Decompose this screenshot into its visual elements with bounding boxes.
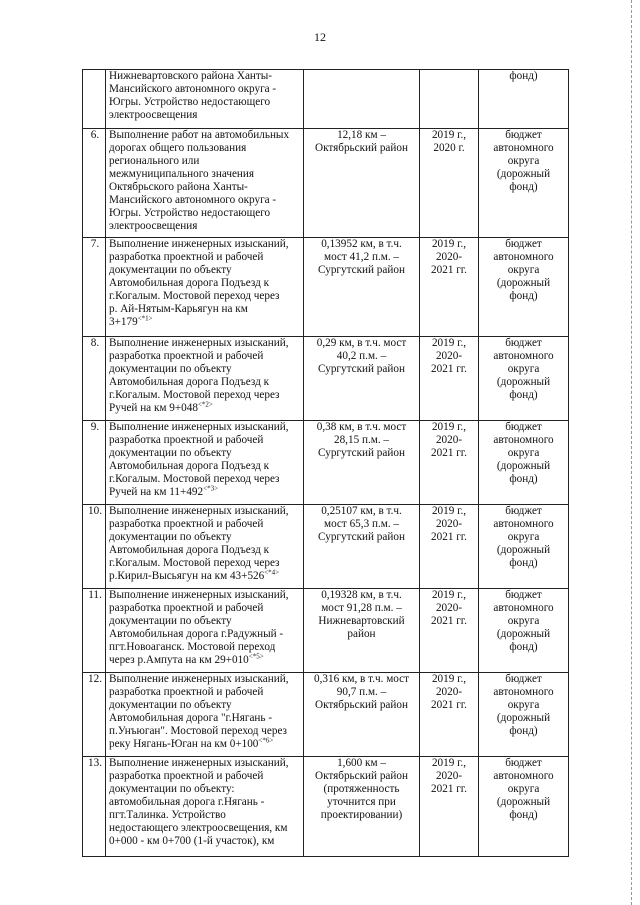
row-number-cell (83, 421, 106, 505)
row-number-cell (83, 337, 106, 421)
table-row (83, 238, 569, 337)
period-cell-text: 2019 г., 2020- 2021 гг. (431, 589, 467, 627)
row-number-cell-text: 9. (90, 421, 100, 433)
description-cell-text: Выполнение инженерных изысканий, разработка проектной и рабочей документации по объекту Автомобильная дорога "г.Нягань - п.Унъюган". Мостовой переход через реку Нягань-Юган на км 0+100 (109, 673, 289, 750)
funding-source-cell (479, 129, 569, 238)
period-cell-text: 2019 г., 2020- 2021 гг. (431, 421, 467, 459)
length-cell (304, 757, 420, 857)
table-row (83, 757, 569, 857)
length-cell (304, 505, 420, 589)
period-cell (420, 238, 479, 337)
length-cell-text: 0,25107 км, в т.ч. мост 65,3 п.м. – Сургутский район (318, 505, 405, 543)
footnote-marker: <*5> (248, 652, 264, 661)
funding-source-cell-text: бюджет автономного округа (дорожный фонд) (493, 589, 554, 653)
funding-source-cell-text: бюджет автономного округа (дорожный фонд) (493, 337, 554, 401)
period-cell (420, 70, 479, 129)
length-cell-text: 0,13952 км, в т.ч. мост 41,2 п.м. – Сургутский район (318, 238, 405, 276)
funding-source-cell (479, 505, 569, 589)
row-number-cell (83, 589, 106, 673)
works-table-body (83, 70, 569, 857)
description-cell (106, 505, 304, 589)
description-cell-text: Выполнение инженерных изысканий, разработка проектной и рабочей документации по объекту Автомобильная дорога Подъезд к г.Когалым. Мостовой переход через Ручей на км 11+492 (109, 421, 289, 498)
funding-source-cell (479, 337, 569, 421)
description-cell (106, 70, 304, 129)
description-cell (106, 589, 304, 673)
table-row (83, 505, 569, 589)
period-cell-text: 2019 г., 2020- 2021 гг. (431, 757, 467, 795)
row-number-cell-text: 11. (88, 589, 102, 601)
funding-source-cell (479, 673, 569, 757)
description-cell-text: Выполнение инженерных изысканий, разработка проектной и рабочей документации по объекту Автомобильная дорога Подъезд к г.Когалым. Мостовой переход через Ручей на км 9+048 (109, 337, 289, 414)
description-cell (106, 129, 304, 238)
length-cell (304, 421, 420, 505)
description-cell (106, 673, 304, 757)
table-row (83, 337, 569, 421)
period-cell (420, 589, 479, 673)
description-cell-text: Выполнение инженерных изысканий, разработка проектной и рабочей документации по объекту Автомобильная дорога Подъезд к г.Когалым. Мостовой переход через р. Ай-Нятым-Карьягун на км 3+179 (109, 238, 289, 328)
funding-source-cell (479, 421, 569, 505)
period-cell-text: 2019 г., 2020- 2021 гг. (431, 238, 467, 276)
footnote-marker: <*2> (197, 400, 213, 409)
row-number-cell (83, 757, 106, 857)
period-cell (420, 673, 479, 757)
length-cell (304, 589, 420, 673)
funding-source-cell (479, 238, 569, 337)
description-cell-text: Нижневартовского района Ханты- Мансийского автономного округа - Югры. Устройство недостающего электроосвещения (109, 70, 277, 121)
funding-source-cell (479, 589, 569, 673)
length-cell-text: 1,600 км – Октябрьский район (протяженность уточнится при проектировании) (315, 757, 408, 821)
row-number-cell-text: 6. (90, 129, 100, 141)
row-number-cell (83, 238, 106, 337)
funding-source-cell-text: бюджет автономного округа (дорожный фонд) (493, 129, 554, 193)
row-number-cell-text: 8. (90, 337, 100, 349)
period-cell-text: 2019 г., 2020- 2021 гг. (431, 673, 467, 711)
funding-source-cell-text: бюджет автономного округа (дорожный фонд) (493, 505, 554, 569)
table-row (83, 70, 569, 129)
length-cell-text: 12,18 км – Октябрьский район (315, 129, 408, 154)
row-number-cell-text: 13. (88, 757, 102, 769)
period-cell (420, 505, 479, 589)
funding-source-cell (479, 70, 569, 129)
description-cell (106, 238, 304, 337)
footnote-marker: <*6> (258, 736, 274, 745)
row-number-cell (83, 129, 106, 238)
table-row (83, 129, 569, 238)
period-cell-text: 2019 г., 2020- 2021 гг. (431, 505, 467, 543)
table-row (83, 421, 569, 505)
description-cell-text: Выполнение работ на автомобильных дорогах общего пользования регионального или межмуниципального значения Октябрьского района Ханты- Мансийского автономного округа - Югры. Устройство недостающего электроосвещения (109, 129, 290, 232)
footnote-marker: <*3> (203, 484, 219, 493)
length-cell (304, 129, 420, 238)
row-number-cell (83, 70, 106, 129)
works-table (82, 69, 569, 857)
table-row (83, 673, 569, 757)
period-cell (420, 129, 479, 238)
length-cell-text: 0,19328 км, в т.ч. мост 91,28 п.м. – Нижневартовский район (318, 589, 405, 640)
row-number-cell-text: 7. (90, 238, 100, 250)
description-cell (106, 757, 304, 857)
length-cell (304, 238, 420, 337)
period-cell (420, 757, 479, 857)
period-cell (420, 337, 479, 421)
description-cell-text: Выполнение инженерных изысканий, разработка проектной и рабочей документации по объекту Автомобильная дорога Подъезд к г.Когалым. Мостовой переход через р.Кирил-Высьягун на км 43+526 (109, 505, 289, 582)
length-cell (304, 673, 420, 757)
length-cell-text: 0,29 км, в т.ч. мост 40,2 п.м. – Сургутский район (316, 337, 407, 375)
description-cell (106, 421, 304, 505)
period-cell (420, 421, 479, 505)
period-cell-text: 2019 г., 2020 г. (431, 129, 467, 154)
funding-source-cell-text: фонд) (509, 70, 538, 82)
length-cell-text: 0,38 км, в т.ч. мост 28,15 п.м. – Сургутский район (316, 421, 407, 459)
length-cell (304, 70, 420, 129)
length-cell-text: 0,316 км, в т.ч. мост 90,7 п.м. – Октябрьский район (313, 673, 410, 711)
page-edge-line (630, 0, 632, 905)
period-cell-text: 2019 г., 2020- 2021 гг. (431, 337, 467, 375)
row-number-cell (83, 505, 106, 589)
footnote-marker: <*4> (264, 568, 280, 577)
table-row (83, 589, 569, 673)
funding-source-cell-text: бюджет автономного округа (дорожный фонд) (493, 673, 554, 737)
length-cell (304, 337, 420, 421)
funding-source-cell-text: бюджет автономного округа (дорожный фонд) (493, 238, 554, 302)
description-cell-text: Выполнение инженерных изысканий, разработка проектной и рабочей документации по объекту Автомобильная дорога г.Радужный - пгт.Новоаганск. Мостовой переход через р.Ампута на км 29+010 (109, 589, 289, 666)
row-number-cell-text: 12. (88, 673, 102, 685)
footnote-marker: <*1> (137, 314, 153, 323)
description-cell (106, 337, 304, 421)
page-number: 12 (314, 30, 326, 44)
row-number-cell-text: 10. (88, 505, 102, 517)
funding-source-cell-text: бюджет автономного округа (дорожный фонд) (493, 421, 554, 485)
description-cell-text: Выполнение инженерных изысканий, разработка проектной и рабочей документации по объекту: автомобильная дорога г.Нягань - пгт.Талинка. Устройство недостающего электроосвещения, км 0+000 - км 0+700 (1-й участок), км (109, 757, 289, 847)
row-number-cell (83, 673, 106, 757)
funding-source-cell (479, 757, 569, 857)
funding-source-cell-text: бюджет автономного округа (дорожный фонд) (493, 757, 554, 821)
